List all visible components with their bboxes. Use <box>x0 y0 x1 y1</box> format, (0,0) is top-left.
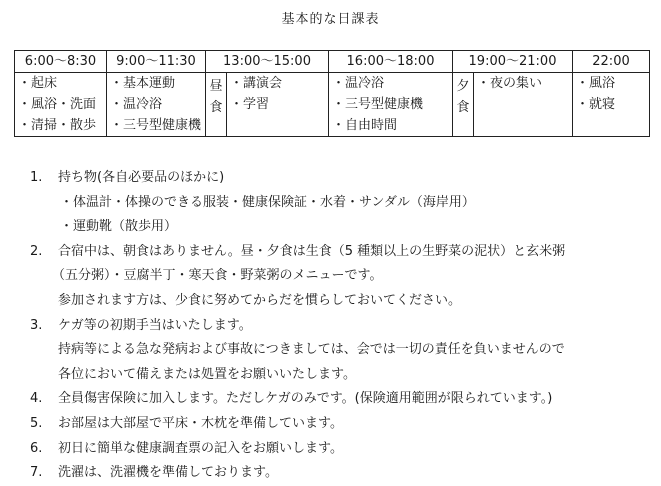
note-item <box>30 461 650 486</box>
note-item <box>30 314 650 388</box>
note-line: 各位において備えまたは処置をお願いいたします。 <box>58 366 356 382</box>
page-title: 基本的な日課表 <box>281 12 380 27</box>
cell-late-morning <box>107 73 206 137</box>
note-line: ・体温計・体操のできる服装・健康保険証・水着・サンダル（海岸用） <box>60 194 475 210</box>
activity-item: ・就寝 <box>576 97 616 112</box>
note-item <box>30 166 650 240</box>
cell-afternoon <box>227 73 329 137</box>
activity-item: ・起床 <box>18 76 58 91</box>
note-number: 1. <box>30 170 43 185</box>
cell-evening <box>474 73 573 137</box>
note-number: 7. <box>30 465 43 481</box>
schedule-table <box>14 50 650 137</box>
activity-item: ・三号型健康機 <box>110 118 202 133</box>
schedule-header-row <box>15 51 650 73</box>
activity-item: ・講演会 <box>230 76 283 91</box>
activity-item: ・清掃・散歩 <box>18 118 97 133</box>
activity-item: ・風浴 <box>576 76 616 91</box>
note-number: 5. <box>30 415 43 431</box>
note-item <box>30 387 650 412</box>
note-number: 4. <box>30 391 43 407</box>
notes-list <box>30 166 650 486</box>
activity-item: ・自由時間 <box>332 118 398 133</box>
activity-item: ・夜の集い <box>477 76 543 91</box>
note-line: 初日に簡単な健康調査票の記入をお願いします。 <box>58 440 343 456</box>
header-9-1130: 9:00～11:30 <box>107 51 206 73</box>
header-6-830: 6:00～8:30 <box>15 51 107 73</box>
note-line: 参加されます方は、少食に努めてからだを慣らしておいてください。 <box>58 292 462 308</box>
note-line: ケガ等の初期手当はいたします。 <box>58 317 252 333</box>
meal-label: 夕食 <box>456 79 470 115</box>
activity-item: ・温冷浴 <box>332 76 385 91</box>
note-item <box>30 412 650 437</box>
activity-item: ・学習 <box>230 97 270 112</box>
note-item <box>30 437 650 462</box>
note-number: 2. <box>30 243 43 259</box>
note-line: お部屋は大部屋で平床・木枕を準備しています。 <box>58 415 343 431</box>
activity-item: ・風浴・洗面 <box>18 97 97 112</box>
cell-night <box>573 73 650 137</box>
note-line: 洗濯は、洗濯機を準備しております。 <box>58 465 278 481</box>
note-line: 全員傷害保険に加入します。ただしケガのみです。(保険適用範囲が限られています。) <box>58 391 553 407</box>
header-13-15: 13:00～15:00 <box>206 51 329 73</box>
cell-late-afternoon <box>329 73 453 137</box>
activity-item: ・温冷浴 <box>110 97 163 112</box>
note-line: 持ち物(各自必要品のほかに) <box>58 170 225 185</box>
cell-morning <box>15 73 107 137</box>
note-number: 6. <box>30 440 43 456</box>
note-line: ・運動靴（散歩用） <box>60 219 178 235</box>
meal-label: 昼食 <box>209 79 223 115</box>
note-line: 合宿中は、朝食はありません。昼・夕食は生食（5 種類以上の生野菜の泥状）と玄米粥 <box>58 243 566 259</box>
header-19-21: 19:00～21:00 <box>453 51 573 73</box>
activity-item: ・基本運動 <box>110 76 176 91</box>
schedule-body-row <box>15 73 650 137</box>
header-22: 22:00 <box>573 51 650 73</box>
note-number: 3. <box>30 317 43 333</box>
note-line: （五分粥）・豆腐半丁・寒天食・野菜粥のメニューです。 <box>52 268 383 284</box>
header-16-18: 16:00～18:00 <box>329 51 453 73</box>
activity-item: ・三号型健康機 <box>332 97 424 112</box>
note-item <box>30 240 650 314</box>
cell-dinner <box>453 73 474 137</box>
note-line: 持病等による急な発病および事故につきましては、会では一切の責任を負いませんので <box>58 342 565 358</box>
cell-lunch <box>206 73 227 137</box>
